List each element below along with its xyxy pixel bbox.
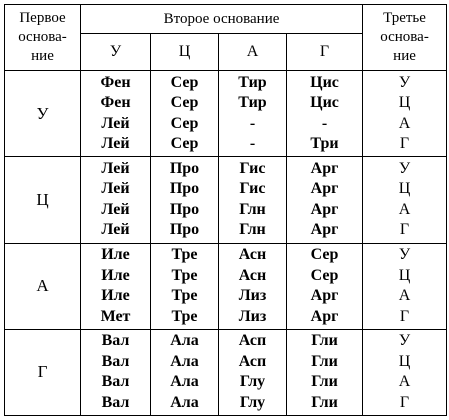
amino-acid: Тре [171, 287, 198, 305]
third-base: Г [399, 393, 410, 411]
third-base: У [398, 332, 411, 350]
amino-acid: Глу [239, 373, 266, 391]
third-base: Ц [398, 180, 411, 198]
amino-acid: Гли [311, 352, 338, 370]
amino-acid: Арг [310, 159, 339, 177]
amino-acid: Лиз [238, 307, 267, 325]
amino-acid: Гли [311, 373, 338, 391]
amino-acid: Ала [170, 332, 199, 350]
amino-acid: Асп [238, 352, 267, 370]
amino-acid: Глу [239, 393, 266, 411]
amino-acid: Сер [170, 114, 199, 132]
amino-acid-cell [151, 71, 219, 157]
amino-acid-cell [81, 243, 151, 329]
amino-acid: - [249, 135, 256, 153]
amino-acid: Асп [238, 332, 267, 350]
amino-acid: Гис [239, 159, 266, 177]
amino-acid: Глн [239, 200, 266, 218]
table-row [5, 243, 447, 329]
amino-acid: Тир [238, 73, 267, 91]
third-base: У [398, 246, 411, 264]
amino-acid: Лей [101, 221, 130, 239]
amino-acid: Цис [310, 94, 339, 112]
amino-acid: Вал [101, 393, 130, 411]
amino-acid: Арг [310, 221, 339, 239]
amino-acid: Ала [170, 393, 199, 411]
amino-acid: Сер [170, 135, 199, 153]
amino-acid-cell [151, 157, 219, 243]
amino-acid: Арг [310, 180, 339, 198]
amino-acid: Иле [101, 266, 130, 284]
third-base-cell [363, 329, 447, 415]
amino-acid: Лей [101, 159, 130, 177]
amino-acid-cell [151, 329, 219, 415]
third-base: Г [399, 307, 410, 325]
third-base: Г [399, 135, 410, 153]
amino-acid: Асн [238, 266, 267, 284]
third-base: У [398, 73, 411, 91]
third-base: Ц [398, 266, 411, 284]
first-base-u: У [5, 71, 81, 157]
amino-acid-cell [287, 329, 363, 415]
third-base: А [398, 287, 411, 305]
amino-acid: Сер [310, 246, 339, 264]
amino-acid: Лей [101, 200, 130, 218]
amino-acid: Фен [100, 73, 131, 91]
first-base-g: Г [5, 329, 81, 415]
second-base-g: Г [287, 34, 363, 71]
amino-acid-cell [219, 243, 287, 329]
amino-acid: Лей [101, 135, 130, 153]
amino-acid: Цис [310, 73, 339, 91]
amino-acid-cell [81, 329, 151, 415]
amino-acid-cell [81, 71, 151, 157]
amino-acid: - [321, 114, 328, 132]
table-row [5, 71, 447, 157]
table-row [5, 157, 447, 243]
third-base: Г [399, 221, 410, 239]
amino-acid: Глн [239, 221, 266, 239]
amino-acid: Про [169, 180, 200, 198]
first-base-a: А [5, 243, 81, 329]
amino-acid: Лей [101, 180, 130, 198]
amino-acid: Тир [238, 94, 267, 112]
amino-acid-cell [219, 157, 287, 243]
amino-acid-cell [219, 71, 287, 157]
amino-acid: Ала [170, 352, 199, 370]
third-base: А [398, 200, 411, 218]
amino-acid-cell [287, 157, 363, 243]
amino-acid: Фен [100, 94, 131, 112]
amino-acid: Гли [311, 332, 338, 350]
third-base: Ц [398, 94, 411, 112]
amino-acid: Вал [101, 352, 130, 370]
amino-acid: Про [169, 159, 200, 177]
second-base-c: Ц [151, 34, 219, 71]
third-base-cell [363, 157, 447, 243]
genetic-code-table [4, 4, 447, 416]
amino-acid: Тре [171, 307, 198, 325]
amino-acid: Арг [310, 307, 339, 325]
amino-acid: Гли [311, 393, 338, 411]
amino-acid: - [249, 114, 256, 132]
amino-acid: Гис [239, 180, 266, 198]
third-base-cell [363, 243, 447, 329]
amino-acid: Мет [100, 307, 131, 325]
amino-acid: Сер [170, 94, 199, 112]
amino-acid: Иле [101, 287, 130, 305]
amino-acid: Арг [310, 200, 339, 218]
amino-acid-cell [287, 71, 363, 157]
amino-acid: Тре [171, 246, 198, 264]
amino-acid: Иле [101, 246, 130, 264]
third-base: А [398, 373, 411, 391]
third-base-cell [363, 71, 447, 157]
second-base-header: Второе основание [81, 5, 363, 34]
amino-acid: Лиз [238, 287, 267, 305]
amino-acid-cell [287, 243, 363, 329]
amino-acid: Три [310, 135, 339, 153]
amino-acid: Ала [170, 373, 199, 391]
amino-acid: Арг [310, 287, 339, 305]
third-base: А [398, 114, 411, 132]
amino-acid: Асн [238, 246, 267, 264]
amino-acid: Вал [101, 332, 130, 350]
second-base-u: У [81, 34, 151, 71]
amino-acid: Тре [171, 266, 198, 284]
amino-acid: Сер [310, 266, 339, 284]
amino-acid: Сер [170, 73, 199, 91]
first-base-header: Первое основа- ние [5, 5, 81, 71]
amino-acid: Вал [101, 373, 130, 391]
amino-acid: Про [169, 221, 200, 239]
amino-acid-cell [219, 329, 287, 415]
second-base-a: А [219, 34, 287, 71]
amino-acid: Про [169, 200, 200, 218]
third-base-header: Третье основа- ние [363, 5, 447, 71]
amino-acid-cell [81, 157, 151, 243]
first-base-c: Ц [5, 157, 81, 243]
table-row [5, 329, 447, 415]
amino-acid-cell [151, 243, 219, 329]
amino-acid: Лей [101, 114, 130, 132]
third-base: Ц [398, 352, 411, 370]
third-base: У [398, 159, 411, 177]
